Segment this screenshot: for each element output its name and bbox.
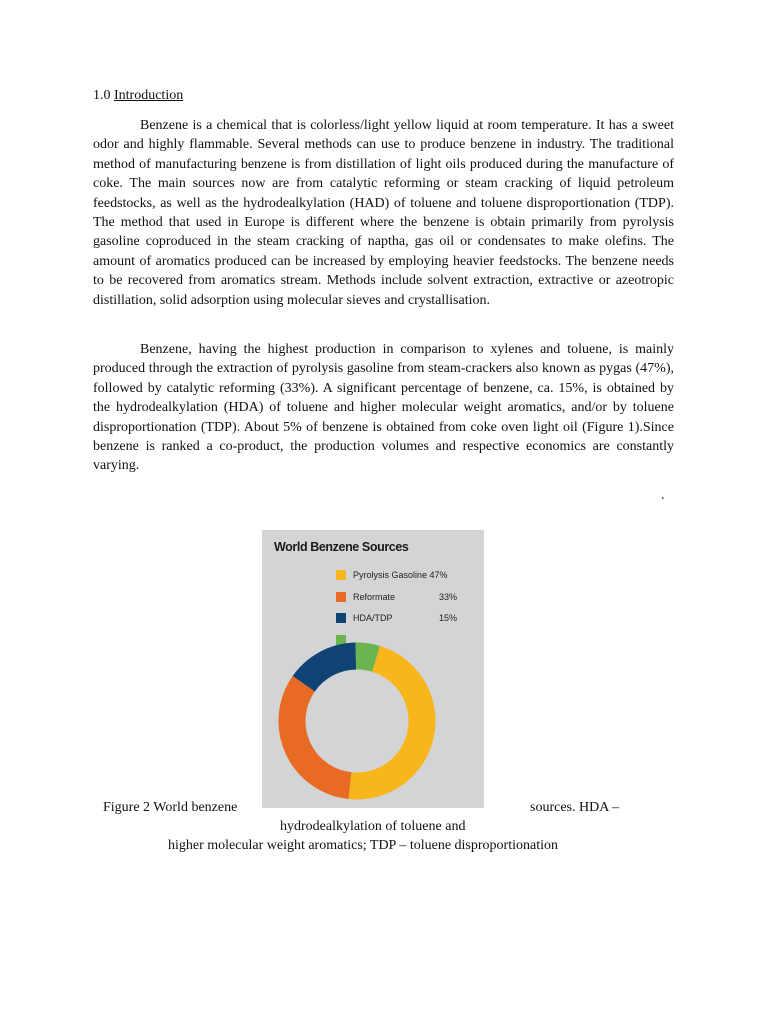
section-title: Introduction <box>114 88 184 103</box>
donut-chart <box>262 530 484 808</box>
figure-caption-line3: higher molecular weight aromatics; TDP – toluene disproportionation <box>168 838 558 853</box>
section-heading <box>93 87 183 105</box>
figure-caption-start: Figure 2 World benzene <box>103 800 238 815</box>
legend-value: 33% <box>439 591 458 602</box>
figure-caption-continued: sources. HDA – <box>530 800 620 815</box>
figure-caption-line2: hydrodealkylation of toluene and <box>280 819 466 834</box>
stray-mark: . <box>661 488 665 503</box>
legend-label: HDA/TDP <box>353 613 393 623</box>
legend-label: Pyrolysis Gasoline 47% <box>353 570 448 580</box>
paragraph-1: Benzene is a chemical that is colorless/light yellow liquid at room temperature. It has a sweet odor and highly flammable. Several methods can use to produce benzene in industry. The traditional method of manufacturing benzene is from distillation of light oils produced during the manufacture of coke. The main sources now are from catalytic reforming or steam cracking of liquid petroleum feedstocks, as well as the hydrodealkylation (HAD) of toluene and toluene disproportionation (TDP). The method that used in Europe is different where the benzene is obtain primarily from pyrolysis gasoline coproduced in the steam cracking of naptha, gas oil or condensates to make olefins. The amount of aromatics produced can be increased by employing heavier feedstocks. The benzene needs to be recovered from aromatics stream. Methods include solvent extraction, extractive or azeotropic distillation, solid adsorption using molecular sieves and crystallisation. <box>93 118 674 308</box>
legend-value: 15% <box>439 613 458 623</box>
donut-slice-pyrolysis-gasoline <box>350 659 422 786</box>
chart-title: World Benzene Sources <box>274 540 409 554</box>
benzene-sources-chart <box>262 530 484 808</box>
paragraph-2: Benzene, having the highest production in comparison to xylenes and toluene, is mainly produced through the extraction of pyrolysis gasoline from steam-crackers also known as pygas (47%), followed by catalytic reforming (33%). A significant percentage of benzene, ca. 15%, is obtained by the hydrodealkylation (HDA) of toluene and higher molecular weight aromatics, and/or by toluene disproportionation (TDP). About 5% of benzene is obtained from coke oven light oil (Figure 1).Since benzene is ranked a co-product, the production volumes and respective economics are constantly varying. <box>93 342 674 474</box>
donut-slice-reformate <box>292 684 350 786</box>
donut-slice-other <box>356 656 376 659</box>
donut-slice-hda-tdp <box>304 656 356 684</box>
legend-label: Reformate <box>353 591 396 602</box>
section-number: 1.0 <box>93 88 111 103</box>
